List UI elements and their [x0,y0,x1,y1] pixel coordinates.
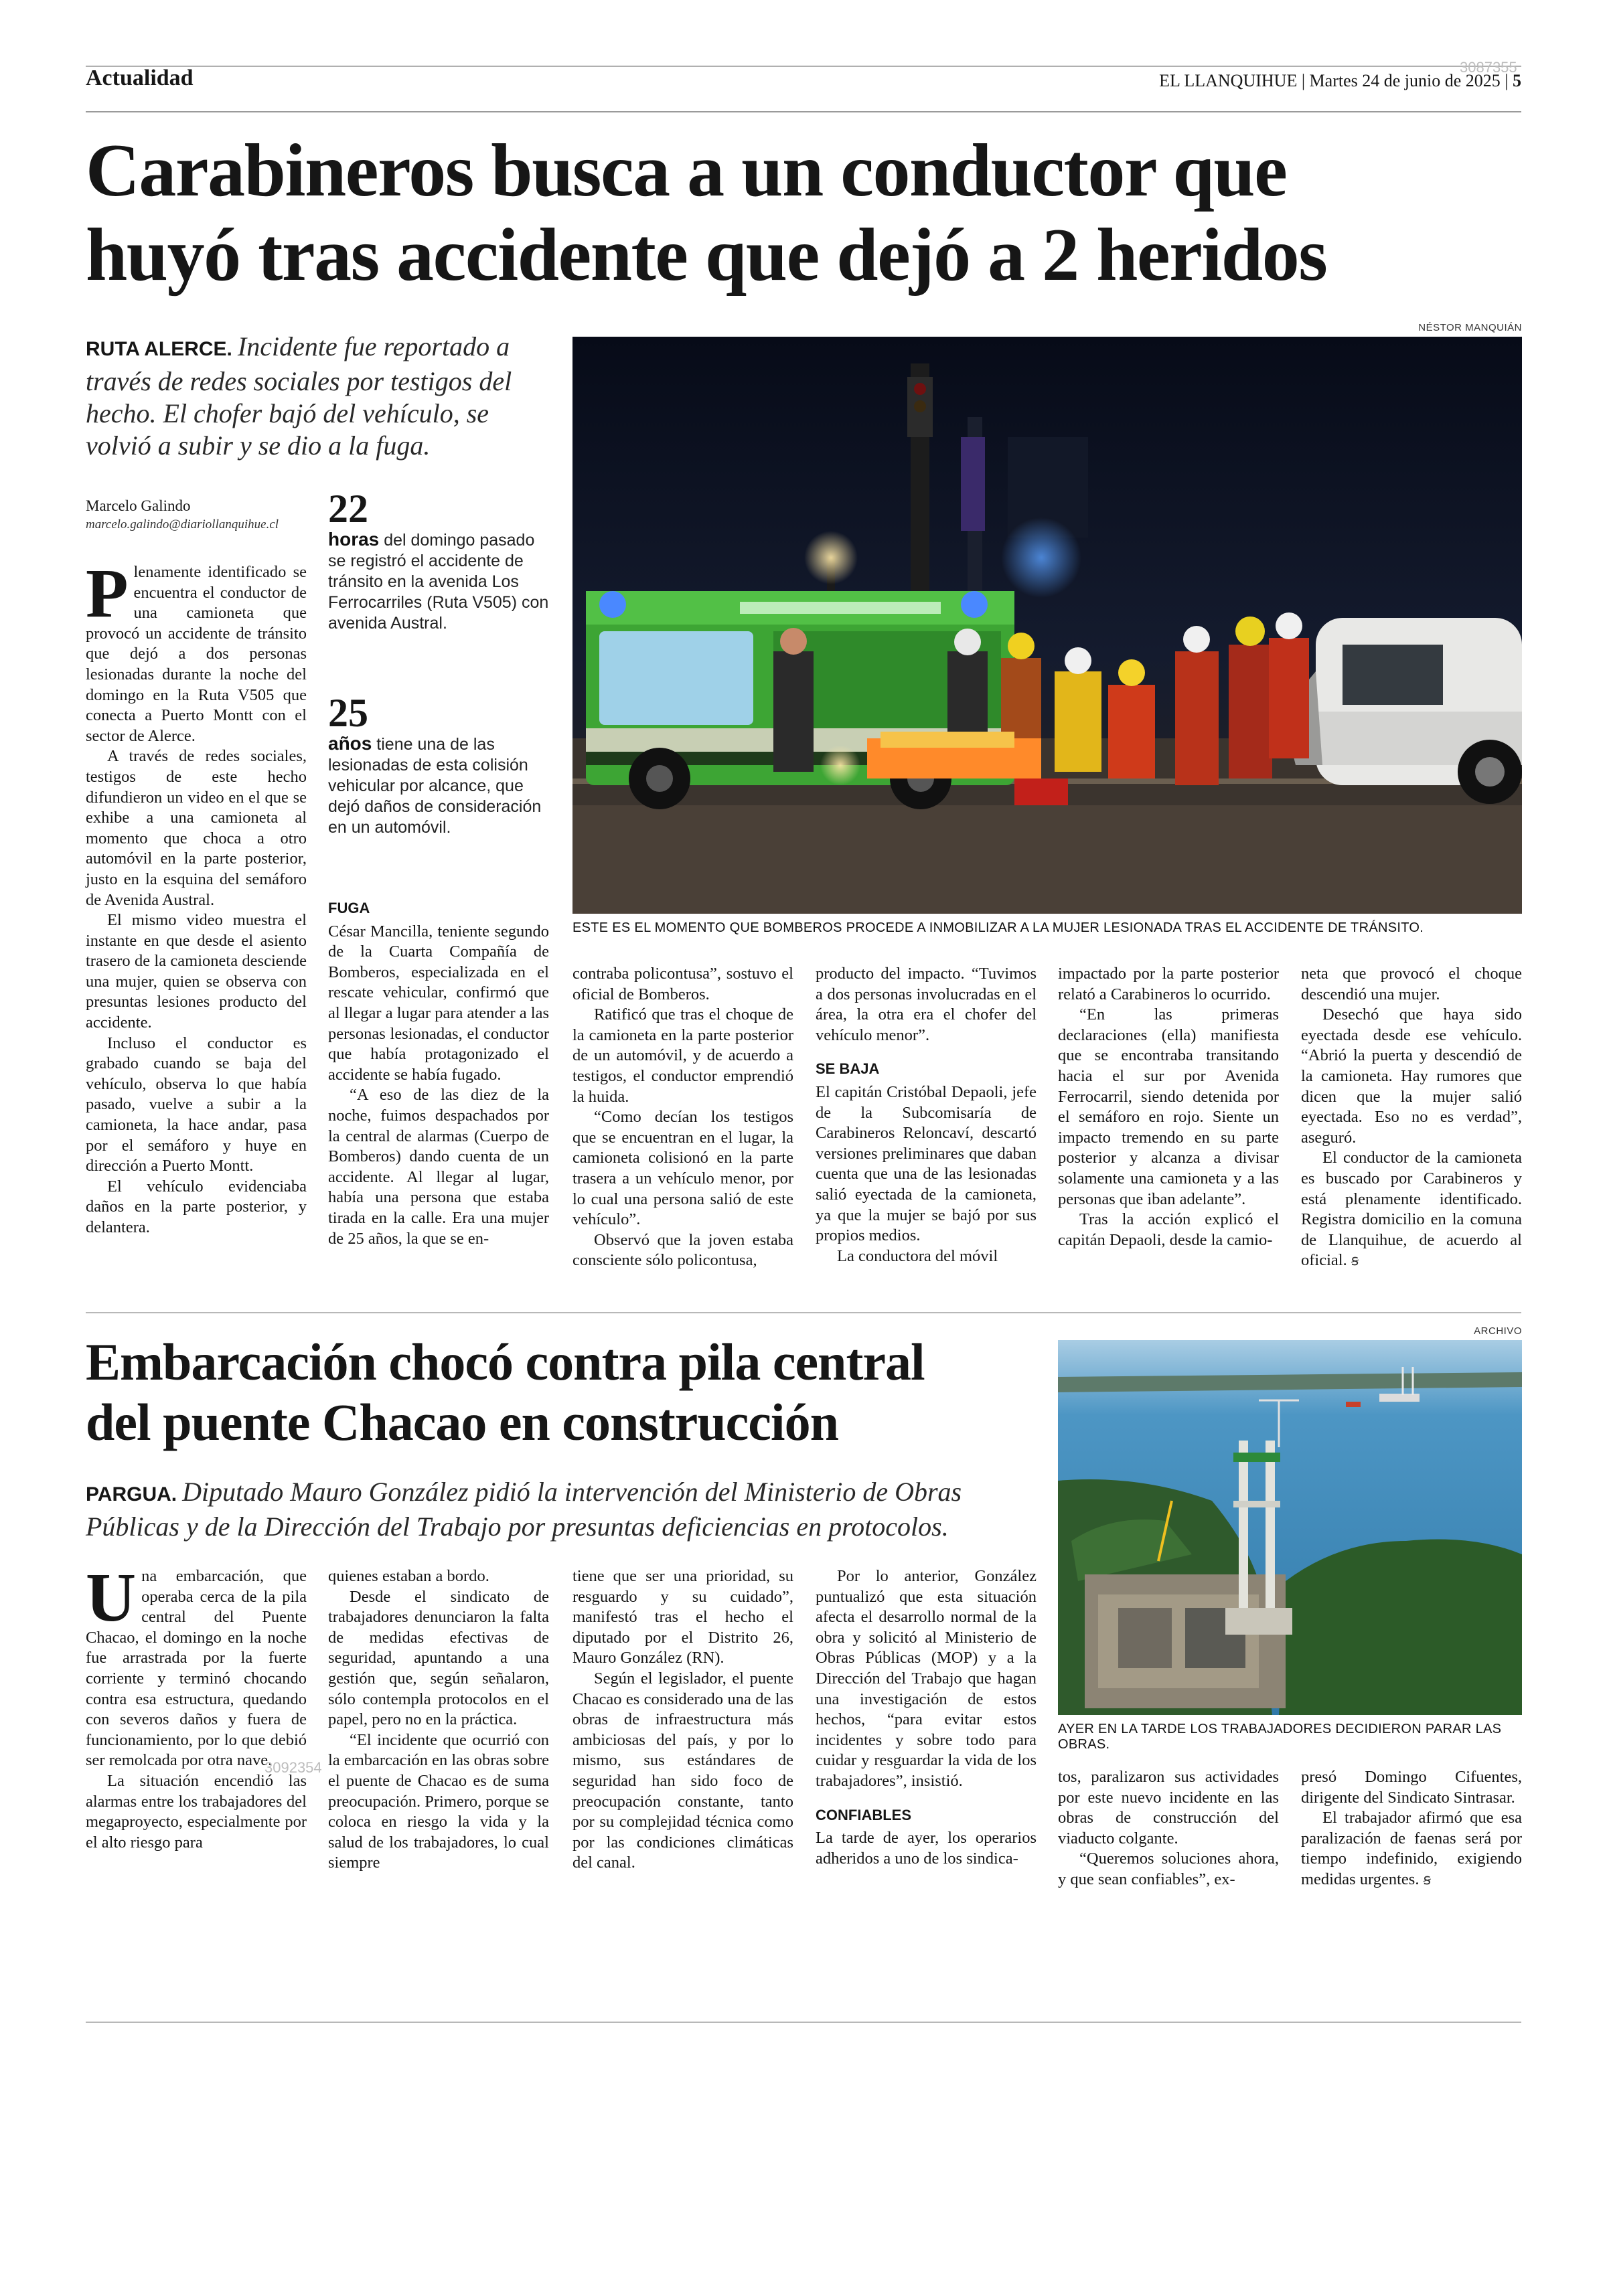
paragraph: Ratificó que tras el choque de la camioneta en la parte posterior de un automóvil, y de acuerdo a testigos, el conductor emprendió la huida. [572,1005,793,1106]
subhead-confiables: CONFIABLES [816,1806,911,1823]
kicker: RUTA ALERCE. [86,338,232,360]
page-stamp: 3087355 [1460,59,1517,76]
bridge-photo [1058,1340,1522,1715]
article2-deck [86,1476,1037,1543]
article1-deck [86,331,548,462]
paragraph: Plenamente identificado se encuentra el conductor de una camioneta que provocó un accidente de tránsito que dejó a dos personas lesionadas durante la noche del domingo en la Ruta V505 que conecta a Puerto Montt con el sector de Alerce. [86,555,307,745]
paragraph: El vehículo evidenciaba daños en la parte posterior, y delantera. [86,1177,307,1236]
stat-body: tiene una de las lesionadas de esta colisión vehicular por alcance, que dejó daños de consideración en un automóvil. [328,735,542,837]
paragraph: producto del impacto. “Tuvimos a dos personas involucradas en el área, la otra era el chofer del vehículo menor”. [816,965,1037,1044]
headline-line: huyó tras accidente que dejó a 2 heridos [86,214,1327,297]
paragraph: quienes estaban a bordo. [328,1567,489,1585]
paragraph: Una embarcación, que operaba cerca de la pila central del Puente Chacao, el domingo en la noche fue arrastrada por la fuerte corriente y terminó chocando contra esa estructura, quedando con severos daños y fuera de funcionamiento, por lo que debió ser remolcada por otra nave. [86,1559,307,1770]
paragraph: Desde el sindicato de trabajadores denunciaron la falta de medidas efectivas de seguridad, apuntando a una gestión que, según señalaron, sólo contempla protocolos en el papel, pero no en la práctica. [328,1587,549,1729]
page-number: 5 [1513,71,1521,90]
stat-box-1 [328,489,556,634]
paragraph: “A eso de las diez de la noche, fuimos despachados por la central de alarmas (Cuerpo de Bomberos) dando cuenta de un accidente. Al llegar al lugar, había una persona que estaba tirada en la calle. Era una mujer de 25 años, la que se en- [328,1086,549,1248]
section-label: Actualidad [86,66,194,90]
article2-caption: AYER EN LA TARDE LOS TRABAJADORES DECIDIERON PARAR LAS OBRAS. [1058,1722,1502,1752]
paragraph: tiene que ser una prioridad, su resguardo y su cuidado”, manifestó tras el hecho el diputado por el Distrito 26, Mauro González (RN). [572,1567,793,1667]
paragraph: El capitán Cristóbal Depaoli, jefe de la Subcomisaría de Carabineros Reloncaví, descartó versiones preliminares que daban cuenta que una de las lesionadas salió eyectada de la camioneta, ya que la mujer se bajó por sus propios medios. [816,1082,1037,1245]
headline-line: Carabineros busca a un conductor que [86,129,1287,212]
stat-text [328,529,556,634]
headline-line: del puente Chacao en construcción [86,1393,838,1451]
article1-column-3 [572,964,793,1271]
paragraph: Desechó que haya sido eyectada desde ese vehículo. “Abrió la puerta y descendió de la camioneta. Hay rumores que dicen que la mujer salió eyectada. Eso no es verdad”, aseguró. [1301,1005,1522,1147]
article1-column-4 [816,964,1037,1266]
drop-cap: P [86,555,129,632]
paragraph: Tras la acción explicó el capitán Depaoli, desde la camio- [1058,1210,1279,1249]
drop-cap: U [86,1559,137,1636]
article1-column-1 [86,555,307,1238]
article1-column-2 [328,885,549,1249]
deck-text: Diputado Mauro González pidió la intervención del Ministerio de Obras Públicas y de la Dirección del Trabajo por presuntas deficiencias en protocolos. [86,1477,962,1542]
paragraph: César Mancilla, teniente segundo de la Cuarta Compañía de Bomberos, especializada en el rescate vehicular, confirmó que al llegar a lugar para atender a las personas lesionadas, el conductor que había protagonizado el accidente se había fugado. [328,922,549,1084]
issue-date: Martes 24 de junio de 2025 [1309,71,1501,90]
kicker: PARGUA. [86,1483,177,1505]
photo-credit: ARCHIVO [1474,1325,1522,1337]
accident-photo [572,337,1522,914]
photo-credit: NÉSTOR MANQUIÁN [1418,322,1522,333]
paragraph: neta que provocó el choque descendió una mujer. [1301,965,1522,1003]
article2-headline [86,1332,1037,1453]
article2-column-3 [572,1566,793,1874]
paragraph: tos, paralizaron sus actividades por este nuevo incidente en las obras de construcción del viaducto colgante. [1058,1768,1279,1848]
author-name: Marcelo Galindo [86,497,191,514]
article1-headline [86,129,1532,297]
paragraph: El conductor de la camioneta es buscado por Carabineros y está plenamente identificado. Registra domicilio en la comuna de Llanquihue, de acuerdo al oficial. ꞩ [1301,1149,1522,1270]
paragraph: A través de redes sociales, testigos de este hecho difundieron un video en el que se exhibe a una camioneta al momento que choca a otro automóvil en la parte posterior, justo en la esquina del semáforo de Avenida Austral. [86,747,307,909]
paragraph: Observó que la joven estaba consciente sólo policontusa, [572,1230,793,1270]
paragraph: Por lo anterior, González puntualizó que esta situación afecta el desarrollo normal de la obra y solicitó al Ministerio de Obras Públicas (MOP) y a la Dirección del Trabajo que hagan una investigación de estos hechos, “para evitar estos incidentes y sobre todo para cuidar y resguardar la vida de los trabajadores”, insistió. [816,1567,1037,1790]
article2-column-6 [1301,1767,1522,1890]
byline [86,497,307,534]
deck-text: Incidente fue reportado a través de redes sociales por testigos del hecho. El chofer bajó del vehículo, se volvió a subir y se dio a la fuga. [86,331,512,461]
paragraph: “En las primeras declaraciones (ella) manifiesta que se encontraba transitando hacia el sur por Avenida Ferrocarril, siendo detenida por el semáforo en rojo. Siente un impacto tremendo en su parte posterior y alcanza a divisar solamente una camioneta y a las personas que iban adelante”. [1058,1005,1279,1208]
paragraph: La situación encendió las alarmas entre los trabajadores del megaproyecto, especialmente por el alto riesgo para [86,1771,307,1852]
stat-unit: horas [328,529,380,550]
stat-body: del domingo pasado se registró el accidente de tránsito en la avenida Los Ferrocarriles (Ruta V505) con avenida Austral. [328,531,549,633]
paragraph: presó Domingo Cifuentes, dirigente del Sindicato Sintrasar. [1301,1768,1522,1807]
article1-caption: ESTE ES EL MOMENTO QUE BOMBEROS PROCEDE A INMOBILIZAR A LA MUJER LESIONADA TRAS EL ACCIDENTE DE TRÁNSITO. [572,920,1424,935]
paragraph: La tarde de ayer, los operarios adheridos a uno de los sindica- [816,1829,1037,1868]
article2-column-1 [86,1559,307,1853]
stat-number: 22 [328,487,368,531]
author-email: marcelo.galindo@diariollanquihue.cl [86,517,279,531]
paragraph: El trabajador afirmó que esa paralización de faenas será por tiempo indefinido, exigiendo medidas urgentes. ꞩ [1301,1809,1522,1888]
stat-unit: años [328,733,372,754]
paragraph: impactado por la parte posterior relató a Carabineros lo ocurrido. [1058,965,1279,1003]
paper-name: EL LLANQUIHUE [1159,71,1298,90]
article1-column-5 [1058,964,1279,1250]
paragraph: Según el legislador, el puente Chacao es considerado una de las obras de infraestructura más ambiciosas del país, y por lo mismo, sus estándares de seguridad han sido foco de preocupación constante, tanto por su complejidad técnica como por las condiciones climáticas del canal. [572,1669,793,1872]
masthead: EL LLANQUIHUE | Martes 24 de junio de 2025 | 5 [1159,71,1521,90]
stat-text [328,733,556,838]
paragraph: La conductora del móvil [837,1246,998,1265]
article-stamp: 3092354 [264,1759,322,1776]
paragraph: “Como decían los testigos que se encuentran en el lugar, la camioneta colisionó en la parte trasera a un vehículo menor, por lo cual una persona salió de este vehículo”. [572,1108,793,1229]
paragraph: Incluso el conductor es grabado cuando se baja del vehículo, observa lo que había pasado, vuelve a subir a la camioneta, la hace andar, pasa por el semáforo y huye en dirección a Puerto Montt. [86,1034,307,1175]
subhead-se-baja: SE BAJA [816,1060,880,1078]
stat-box-2 [328,693,556,838]
article1-column-6 [1301,964,1522,1271]
stat-number: 25 [328,691,368,735]
subhead-fuga: FUGA [328,900,370,916]
article2-column-5 [1058,1767,1279,1890]
paragraph: contraba policontusa”, sostuvo el oficial de Bomberos. [572,965,793,1003]
paragraph: “El incidente que ocurrió con la embarcación en las obras sobre el puente de Chacao es de suma preocupación. Primero, porque se coloca en riesgo la vida y la salud de los trabajadores, lo cual siempre [328,1730,549,1872]
end-mark-icon: ꞩ [1351,1252,1359,1269]
headline-line: Embarcación chocó contra pila central [86,1333,925,1391]
article2-column-2 [328,1566,549,1874]
paragraph: El mismo video muestra el instante en que desde el asiento trasero de la camioneta desciende una mujer, quien se observa con presuntas lesiones producto del accidente. [86,911,307,1032]
paragraph: “Queremos soluciones ahora, y que sean confiables”, ex- [1058,1850,1279,1888]
end-mark-icon: ꞩ [1423,1870,1432,1888]
article2-column-4 [816,1566,1037,1869]
